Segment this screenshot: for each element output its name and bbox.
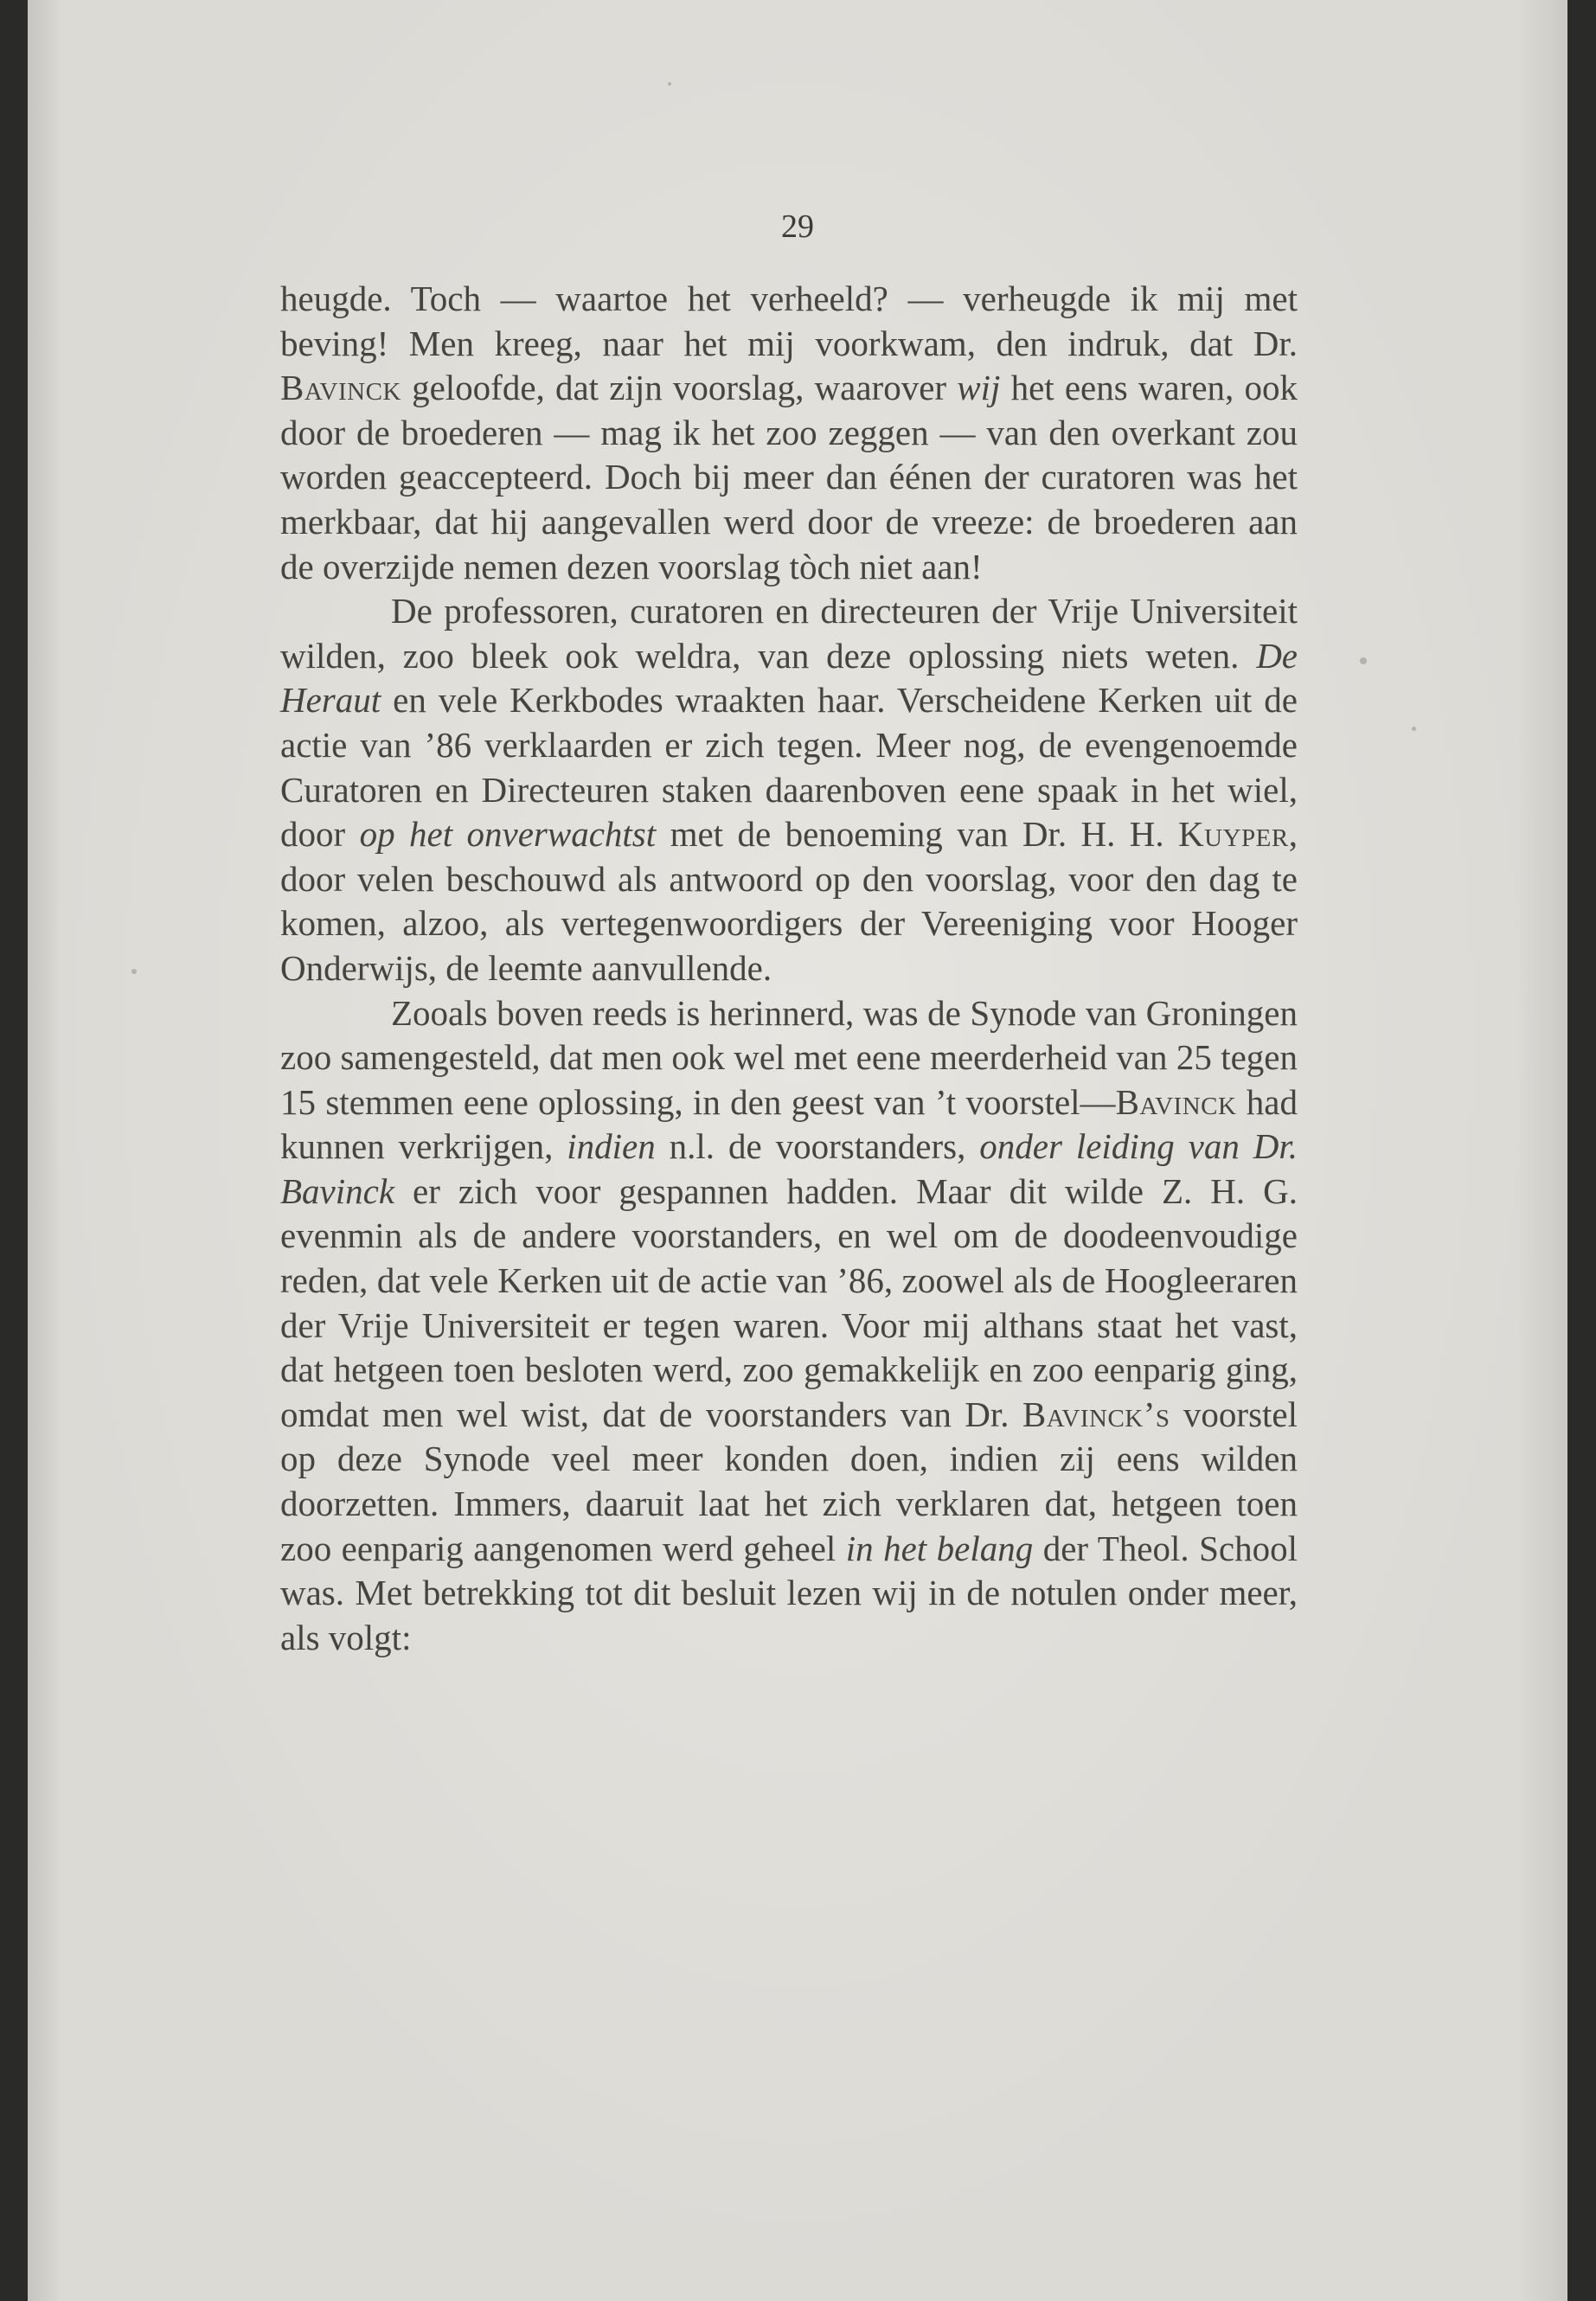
italic-emphasis: in het belang — [845, 1528, 1034, 1568]
italic-emphasis: op het onverwachtst — [359, 814, 657, 855]
paragraph — [280, 277, 1298, 589]
paragraph — [280, 589, 1298, 990]
italic-emphasis: wij — [957, 368, 1001, 408]
italic-emphasis: onder leiding van Dr. Bavinck — [280, 1126, 1298, 1211]
paper-speck — [1360, 657, 1367, 664]
text-run: en vele Kerkbodes wraakten haar. Verscheidene Kerken uit de actie van ’86 verklaarden er zich tegen. Meer nog, de evengenoemde Curatoren en Directeuren staken daarenboven eene spaak in het wiel, door — [280, 680, 1298, 855]
text-run: voorstel op deze Synode veel meer konden doen, indien zij eens wilden doorzetten. Immers, daaruit laat het zich verklaren dat, hetgeen toen zoo eenparig aangenomen werd geheel — [280, 1394, 1298, 1568]
text-run: , door velen beschouwd als antwoord op den voorslag, voor den dag te komen, alzoo, als vertegenwoordigers der Vereeniging voor Hooger Onderwijs, de leemte aanvullende. — [280, 814, 1298, 988]
text-run: geloofde, dat zijn voorslag, waarover — [401, 368, 958, 408]
text-run: der Theol. School was. Met betrekking tot dit besluit lezen wij in de notulen onder meer, als volgt: — [280, 1528, 1298, 1657]
small-caps-name: Kuyper — [1178, 814, 1289, 855]
text-run: had kunnen verkrijgen, — [280, 1081, 1298, 1167]
paper-speck — [1412, 727, 1416, 731]
italic-emphasis: indien — [567, 1126, 656, 1167]
small-caps-name: Bavinck’s — [1022, 1394, 1170, 1434]
text-run: met de benoeming van Dr. H. H. — [656, 814, 1179, 855]
text-run: heugde. Toch — waartoe het verheeld? — verheugde ik mij met beving! Men kreeg, naar het mij voorkwam, den indruk, dat Dr. — [280, 279, 1298, 363]
paper-speck — [131, 969, 137, 974]
page-number: 29 — [781, 208, 814, 245]
book-page — [28, 0, 1567, 2301]
paragraph — [280, 991, 1298, 1661]
paper-speck — [668, 82, 671, 86]
text-run: er zich voor gespannen hadden. Maar dit wilde Z. H. G. evenmin als de andere voorstanders, en wel om de doodeenvoudige reden, dat vele Kerken uit de actie van ’86, zoowel als de Hoogleeraren der Vrije Universiteit er tegen waren. Voor mij althans staat het vast, dat hetgeen toen besloten werd, zoo gemakkelijk en zoo eenparig ging, omdat men wel wist, dat de voorstanders van Dr. — [280, 1170, 1298, 1434]
small-caps-name: Bavinck — [1115, 1081, 1237, 1122]
italic-emphasis: De Heraut — [280, 635, 1298, 721]
text-run: De professoren, curatoren en directeuren der Vrije Universiteit wilden, zoo bleek ook weldra, van deze oplossing niets weten. — [280, 591, 1298, 676]
text-run: Zooals boven reeds is herinnerd, was de Synode van Groningen zoo samengesteld, dat men ook wel met eene meerderheid van 25 tegen 15 stemmen eene oplossing, in den geest van ’t voorstel— — [280, 992, 1298, 1122]
small-caps-name: Bavinck — [280, 368, 401, 408]
text-run: het eens waren, ook door de broederen — mag ik het zoo zeggen — van den overkant zou worden geaccepteerd. Doch bij meer dan éénen der curatoren was het merkbaar, dat hij aangevallen werd door de vreeze: de broederen aan de overzijde nemen dezen voorslag tòch niet aan! — [280, 368, 1298, 586]
text-run: n.l. de voorstanders, — [655, 1126, 980, 1167]
body-text — [280, 277, 1298, 1660]
